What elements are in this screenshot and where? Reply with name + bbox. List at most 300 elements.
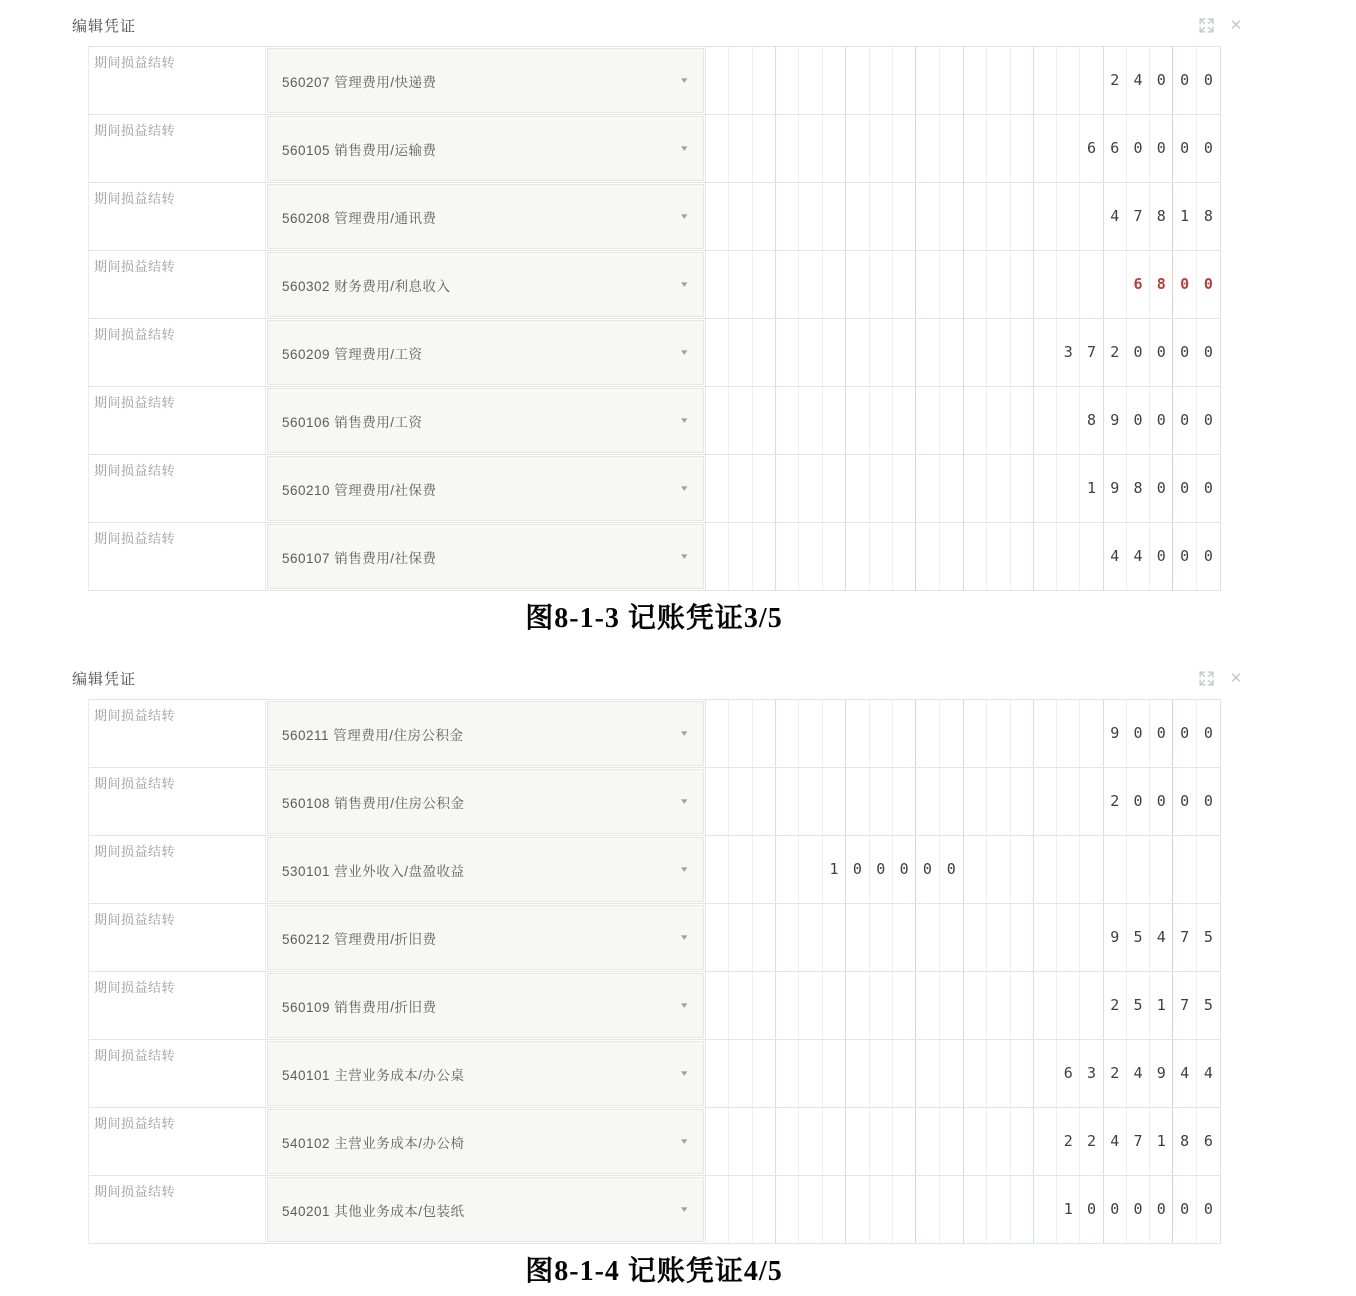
credit-amount-grid[interactable] [964,972,1221,1039]
digit-cell [753,455,776,522]
account-select-cell [266,700,706,767]
digit-cell: 2 [1104,768,1127,835]
digit-cell [940,768,963,835]
voucher-row [89,183,1221,251]
account-select[interactable] [267,973,704,1038]
digit-cell [846,972,869,1039]
dialog-header-icons [1198,17,1244,33]
digit-cell: 0 [846,836,869,903]
digit-cell [846,768,869,835]
digit-cell: 9 [1104,455,1127,522]
digit-cell [823,523,846,590]
digit-cell: 0 [1104,1176,1127,1243]
close-icon[interactable]: ✕ [1229,16,1243,34]
digit-cell [987,47,1010,114]
digit-cell: 0 [1203,547,1213,565]
digit-cell [940,455,963,522]
digit-cell [823,768,846,835]
digit-cell [964,904,987,971]
digit-cell: 4 [1127,523,1150,590]
digit-cell: 7 [1173,904,1196,971]
digit-cell: 4 [1203,1064,1213,1082]
digit-cell [706,836,729,903]
debit-amount-grid[interactable] [706,183,964,250]
account-select-value: 560209 管理费用/工资 [282,346,423,362]
digit-cell [1057,523,1080,590]
voucher-row [89,47,1221,115]
digit-cell [964,836,987,903]
account-select-value: 560106 销售费用/工资 [282,414,423,430]
digit-cell [823,1108,846,1175]
digit-cell [1011,455,1034,522]
digit-cell [940,1108,963,1175]
credit-amount-grid[interactable] [964,251,1221,318]
debit-amount-grid[interactable] [706,768,964,835]
digit-cell: 0 [1203,479,1213,497]
digit-cell [1034,904,1057,971]
digit-cell [987,251,1010,318]
digit-cell: 0 [1150,47,1173,114]
digit-cell [1034,319,1057,386]
account-select[interactable] [267,48,704,113]
credit-amount-grid[interactable] [964,1108,1221,1175]
account-select-value: 530101 营业外收入/盘盈收益 [282,863,465,879]
digit-cell [776,904,799,971]
digit-cell [706,904,729,971]
account-select[interactable] [267,184,704,249]
digit-cell [1057,115,1080,182]
digit-cell [776,972,799,1039]
digit-cell [1034,700,1057,767]
digit-cell: 0 [1127,115,1150,182]
digit-cell [893,115,916,182]
digit-cell [940,319,963,386]
account-select-cell [266,1176,706,1243]
digit-cell [799,47,822,114]
digit-cell: 9 [1104,904,1127,971]
summary-label: 期间损益结转 [89,700,266,767]
digit-cell: 0 [1203,411,1213,429]
account-select-cell [266,523,706,590]
debit-amount-grid[interactable] [706,251,964,318]
digit-cell [1011,972,1034,1039]
digit-cell: 0 [1203,71,1213,89]
debit-amount-grid[interactable] [706,115,964,182]
digit-cell [916,523,939,590]
digit-cell [1057,768,1080,835]
debit-amount-grid[interactable] [706,523,964,590]
account-select[interactable] [267,769,704,834]
digit-cell [799,523,822,590]
digit-cell: 7 [1173,972,1196,1039]
account-select-cell [266,319,706,386]
account-select-cell [266,115,706,182]
digit-cell [1011,523,1034,590]
digit-cell [846,455,869,522]
digit-cell [846,1108,869,1175]
digit-cell [1127,836,1150,903]
debit-amount-grid[interactable] [706,47,964,114]
account-select[interactable] [267,252,704,317]
summary-label: 期间损益结转 [89,768,266,835]
debit-amount-grid[interactable] [706,972,964,1039]
credit-amount-grid[interactable] [964,319,1221,386]
digit-cell [940,1176,963,1243]
fullscreen-icon[interactable] [1198,17,1214,33]
voucher-row [89,904,1221,972]
digit-cell: 3 [1080,1040,1103,1107]
digit-cell: 0 [916,836,939,903]
digit-cell [729,1040,752,1107]
digit-cell [823,972,846,1039]
account-select-value: 560108 销售费用/住房公积金 [282,795,465,811]
digit-cell: 0 [870,836,893,903]
digit-cell [1057,700,1080,767]
digit-cell [706,455,729,522]
account-select[interactable] [267,905,704,970]
account-select[interactable] [267,320,704,385]
digit-cell [893,523,916,590]
digit-cell [987,1176,1010,1243]
digit-cell [776,319,799,386]
digit-cell [823,387,846,454]
digit-cell [799,1040,822,1107]
digit-cell [1080,972,1103,1039]
digit-cell [940,700,963,767]
figure-caption: 图8-1-3 记账凭证3/5 [525,603,783,634]
digit-cell [776,836,799,903]
account-select[interactable] [267,837,704,902]
digit-cell [870,768,893,835]
credit-amount-grid[interactable] [964,836,1221,903]
digit-cell [940,251,963,318]
credit-amount-grid[interactable] [964,700,1221,767]
digit-cell [799,836,822,903]
digit-cell [706,183,729,250]
digit-cell: 7 [1080,319,1103,386]
digit-cell [776,455,799,522]
digit-cell: 4 [1104,1108,1127,1175]
summary-label: 期间损益结转 [89,904,266,971]
debit-amount-grid[interactable] [706,904,964,971]
edit-voucher-dialog [0,643,1356,1296]
account-select-cell [266,47,706,114]
credit-amount-grid[interactable] [964,47,1221,114]
account-select-value: 560212 管理费用/折旧费 [282,931,437,947]
digit-cell [799,700,822,767]
account-select-cell [266,183,706,250]
digit-cell [1011,387,1034,454]
digit-cell [1080,251,1103,318]
chevron-down-icon: ▾ [681,1136,688,1146]
credit-amount-grid[interactable] [964,387,1221,454]
digit-cell: 1 [1080,455,1103,522]
digit-cell [964,768,987,835]
digit-cell: 4 [1127,47,1150,114]
digit-cell [799,972,822,1039]
digit-cell [870,904,893,971]
digit-cell [987,904,1010,971]
digit-cell [706,768,729,835]
chevron-down-icon: ▾ [681,728,688,738]
digit-cell [1080,47,1103,114]
digit-cell [1034,1040,1057,1107]
digit-cell: 7 [1127,1108,1150,1175]
digit-cell: 0 [1150,523,1173,590]
digit-cell [870,319,893,386]
digit-cell [823,700,846,767]
digit-cell [964,115,987,182]
voucher-row [89,523,1221,591]
digit-cell: 0 [1150,455,1173,522]
digit-cell [1057,455,1080,522]
summary-label: 期间损益结转 [89,455,266,522]
credit-amount-grid[interactable] [964,904,1221,971]
digit-cell [1011,1040,1034,1107]
digit-cell [776,768,799,835]
digit-cell [1034,1176,1057,1243]
digit-cell [706,115,729,182]
digit-cell [916,1108,939,1175]
digit-cell: 1 [1173,183,1196,250]
digit-cell [799,1108,822,1175]
digit-cell [916,1176,939,1243]
credit-amount-grid[interactable] [964,115,1221,182]
digit-cell [1104,836,1127,903]
digit-cell [987,387,1010,454]
digit-cell [893,319,916,386]
digit-cell: 5 [1127,972,1150,1039]
debit-amount-grid[interactable] [706,700,964,767]
digit-cell [706,1040,729,1107]
digit-cell [823,455,846,522]
close-icon[interactable]: ✕ [1229,669,1243,687]
account-select-value: 540101 主营业务成本/办公桌 [282,1067,465,1083]
account-select-cell [266,972,706,1039]
digit-cell [987,836,1010,903]
digit-cell [916,251,939,318]
debit-amount-grid[interactable] [706,1108,964,1175]
digit-cell [729,455,752,522]
account-select-value: 560109 销售费用/折旧费 [282,999,437,1015]
digit-cell [776,1108,799,1175]
digit-cell [964,1040,987,1107]
digit-cell [1011,836,1034,903]
digit-cell [1034,1108,1057,1175]
digit-cell: 2 [1104,1040,1127,1107]
account-select[interactable] [267,1109,704,1174]
account-select[interactable] [267,388,704,453]
digit-cell: 0 [893,836,916,903]
digit-cell [1080,904,1103,971]
digit-cell: 8 [1173,1108,1196,1175]
digit-cell [1034,972,1057,1039]
chevron-down-icon: ▾ [681,1204,688,1214]
digit-cell [729,904,752,971]
voucher-row [89,1176,1221,1244]
digit-cell: 4 [1104,523,1127,590]
digit-cell [1080,183,1103,250]
digit-cell [964,387,987,454]
digit-cell [964,455,987,522]
digit-cell [823,47,846,114]
account-select-cell [266,904,706,971]
digit-cell [776,1040,799,1107]
digit-cell [846,251,869,318]
digit-cell: 0 [1203,275,1213,293]
credit-amount-grid[interactable] [964,523,1221,590]
chevron-down-icon: ▾ [681,143,688,153]
summary-label: 期间损益结转 [89,1040,266,1107]
digit-cell [870,251,893,318]
digit-cell [706,1176,729,1243]
digit-cell [729,1176,752,1243]
digit-cell: 0 [1203,1200,1213,1218]
chevron-down-icon: ▾ [681,1000,688,1010]
voucher-row [89,972,1221,1040]
summary-label: 期间损益结转 [89,47,266,114]
account-select[interactable] [267,1177,704,1242]
summary-label: 期间损益结转 [89,1176,266,1243]
digit-cell [1011,904,1034,971]
digit-cell [893,972,916,1039]
account-select-value: 560105 销售费用/运输费 [282,142,437,158]
digit-cell: 2 [1104,319,1127,386]
digit-cell: 0 [1150,387,1173,454]
digit-cell [916,768,939,835]
digit-cell: 6 [1127,251,1150,318]
digit-cell [706,47,729,114]
digit-cell [916,904,939,971]
digit-cell [799,387,822,454]
chevron-down-icon: ▾ [681,932,688,942]
digit-cell [987,455,1010,522]
digit-cell: 4 [1150,904,1173,971]
digit-cell [706,319,729,386]
digit-cell: 0 [946,860,956,878]
digit-cell: 4 [1127,1040,1150,1107]
digit-cell [729,523,752,590]
digit-cell: 0 [1173,523,1196,590]
digit-cell: 0 [1173,47,1196,114]
digit-cell: 0 [1173,251,1196,318]
digit-cell: 0 [1173,115,1196,182]
digit-cell [916,700,939,767]
debit-amount-grid[interactable] [706,455,964,522]
digit-cell [964,183,987,250]
digit-cell: 0 [1127,768,1150,835]
account-select[interactable] [267,456,704,521]
digit-cell: 4 [1104,183,1127,250]
digit-cell [776,700,799,767]
digit-cell [1034,115,1057,182]
digit-cell [823,115,846,182]
digit-cell [940,387,963,454]
digit-cell [846,319,869,386]
voucher-row [89,455,1221,523]
digit-cell: 2 [1080,1108,1103,1175]
digit-cell [940,47,963,114]
digit-cell [870,700,893,767]
digit-cell [870,523,893,590]
debit-amount-grid[interactable] [706,1040,964,1107]
fullscreen-icon[interactable] [1198,670,1214,686]
digit-cell: 0 [1173,455,1196,522]
digit-cell [823,251,846,318]
debit-amount-grid[interactable] [706,387,964,454]
chevron-down-icon: ▾ [681,1068,688,1078]
dialog-title: 编辑凭证 [72,17,137,35]
digit-cell [799,904,822,971]
credit-amount-grid[interactable] [964,768,1221,835]
digit-cell: 1 [1057,1176,1080,1243]
digit-cell [870,972,893,1039]
digit-cell: 9 [1104,387,1127,454]
credit-amount-grid[interactable] [964,1040,1221,1107]
debit-amount-grid[interactable] [706,319,964,386]
digit-cell [964,251,987,318]
digit-cell: 0 [1203,724,1213,742]
digit-cell [823,1176,846,1243]
debit-amount-grid[interactable] [706,1176,964,1243]
digit-cell [1057,972,1080,1039]
digit-cell [753,251,776,318]
chevron-down-icon: ▾ [681,864,688,874]
digit-cell: 1 [1150,1108,1173,1175]
digit-cell [753,768,776,835]
digit-cell [776,47,799,114]
account-select-cell [266,1108,706,1175]
digit-cell: 8 [1150,183,1173,250]
digit-cell [1057,836,1080,903]
account-select[interactable] [267,1041,704,1106]
account-select-cell [266,836,706,903]
digit-cell [729,183,752,250]
credit-amount-grid[interactable] [964,1176,1221,1243]
digit-cell [729,1108,752,1175]
chevron-down-icon: ▾ [681,483,688,493]
digit-cell [846,387,869,454]
digit-cell [940,904,963,971]
digit-cell: 6 [1203,1132,1213,1150]
digit-cell [753,387,776,454]
debit-amount-grid[interactable] [706,836,964,903]
credit-amount-grid[interactable] [964,455,1221,522]
account-select[interactable] [267,701,704,766]
digit-cell [729,836,752,903]
digit-cell [870,455,893,522]
digit-cell [1011,251,1034,318]
digit-cell [799,183,822,250]
account-select-value: 540102 主营业务成本/办公椅 [282,1135,465,1151]
digit-cell [870,1176,893,1243]
digit-cell [940,183,963,250]
account-select-value: 560207 管理费用/快递费 [282,74,437,90]
digit-cell [799,251,822,318]
digit-cell: 0 [1173,1176,1196,1243]
summary-label: 期间损益结转 [89,183,266,250]
digit-cell [916,1040,939,1107]
digit-cell [893,904,916,971]
digit-cell [893,768,916,835]
digit-cell: 0 [1150,768,1173,835]
credit-amount-grid[interactable] [964,183,1221,250]
account-select[interactable] [267,524,704,589]
account-select[interactable] [267,116,704,181]
digit-cell [1080,768,1103,835]
figure-caption: 图8-1-4 记账凭证4/5 [525,1256,783,1287]
digit-cell [1104,251,1127,318]
